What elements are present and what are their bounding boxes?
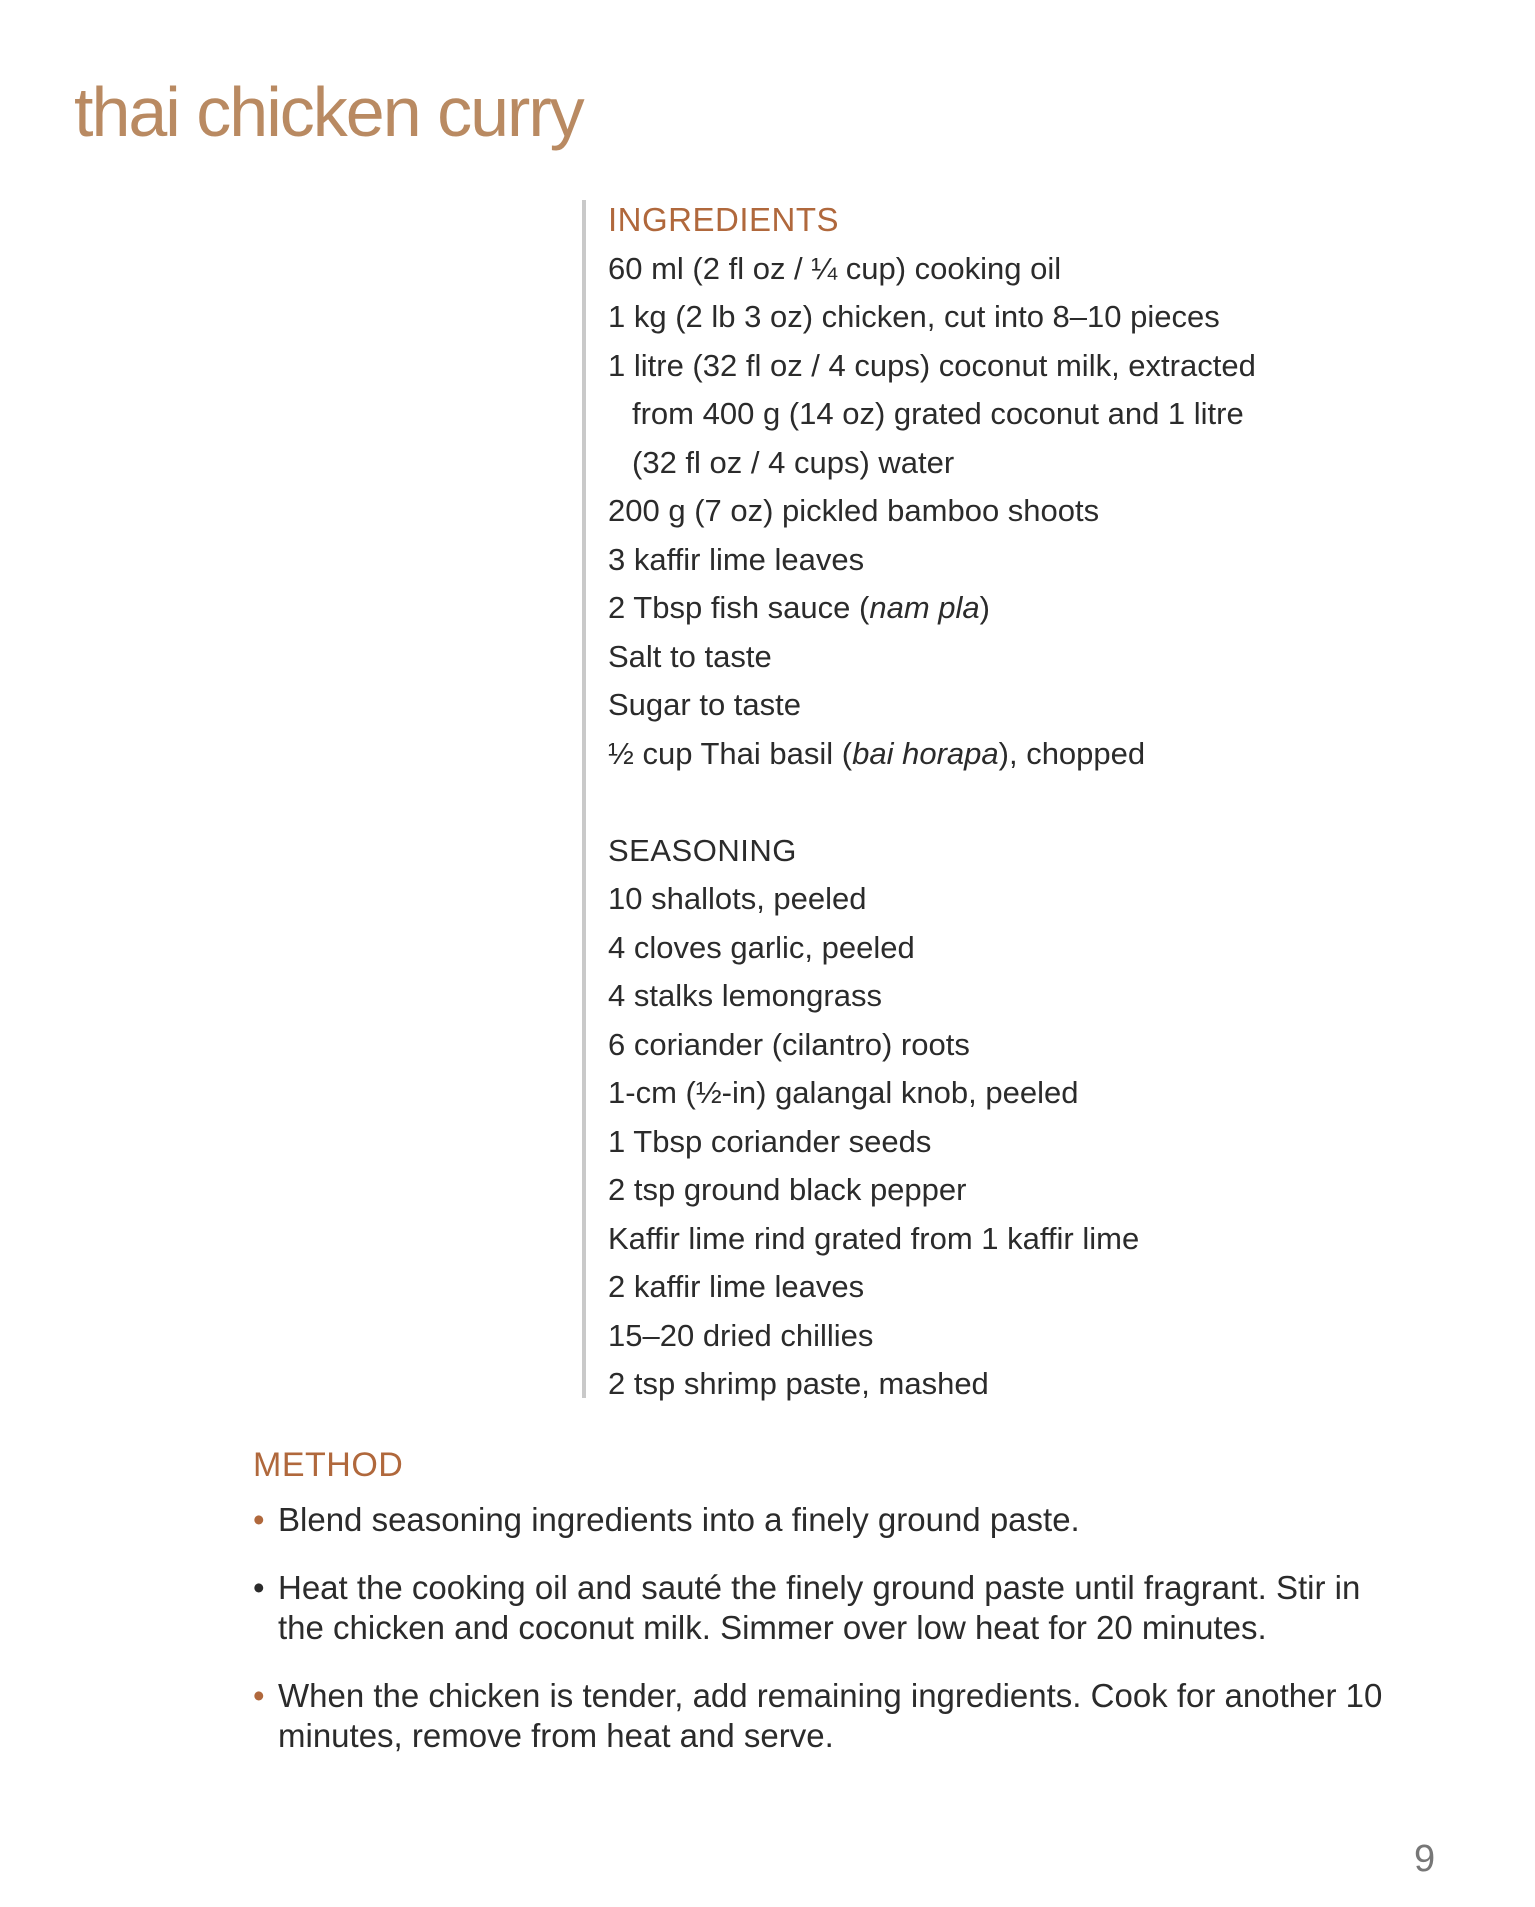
seasoning-item: 1 Tbsp coriander seeds — [608, 1123, 932, 1159]
seasoning-item: Kaffir lime rind grated from 1 kaffir lime — [608, 1220, 1140, 1256]
spacer — [608, 778, 1256, 827]
method-step — [253, 1676, 1403, 1756]
ingredients-heading: INGREDIENTS — [608, 201, 840, 238]
ingredient-item: 3 kaffir lime leaves — [608, 541, 865, 577]
page-title: thai chicken curry — [74, 73, 583, 151]
seasoning-item: 6 coriander (cilantro) roots — [608, 1026, 970, 1062]
seasoning-item: 10 shallots, peeled — [608, 881, 867, 916]
ingredient-item-continued: (32 fl oz / 4 cups) water — [632, 444, 955, 480]
method-step-text: Heat the cooking oil and sauté the finely ground paste until fragrant. Stir in the chicken and coconut milk. Simmer over low heat for 20 minutes. — [278, 1569, 1361, 1646]
seasoning-item: 2 tsp ground black pepper — [608, 1172, 967, 1207]
ingredient-item — [608, 730, 1256, 779]
method-step-text: When the chicken is tender, add remaining ingredients. Cook for another 10 minutes, remove from heat and serve. — [278, 1677, 1383, 1754]
seasoning-item: 2 tsp shrimp paste, mashed — [608, 1366, 989, 1401]
ingredient-text: 2 Tbsp fish sauce ( — [608, 590, 870, 625]
ingredient-item: 1 litre (32 fl oz / 4 cups) coconut milk, extracted — [608, 347, 1256, 383]
ingredient-thai-name: nam pla — [869, 590, 980, 625]
seasoning-list — [608, 875, 1256, 1409]
method-step — [253, 1500, 1403, 1540]
seasoning-item: 4 stalks lemongrass — [608, 978, 882, 1013]
seasoning-heading: SEASONING — [608, 832, 797, 868]
seasoning-item: 15–20 dried chillies — [608, 1317, 874, 1353]
ingredient-item: Salt to taste — [608, 638, 772, 674]
bullet-icon: • — [253, 1677, 265, 1714]
seasoning-item: 4 cloves garlic, peeled — [608, 929, 915, 965]
method-step — [253, 1568, 1403, 1648]
ingredient-text: ) — [979, 590, 990, 625]
bullet-icon: • — [253, 1569, 265, 1606]
column-divider — [582, 200, 586, 1398]
ingredients-section — [608, 196, 1256, 1409]
page-number: 9 — [1414, 1838, 1436, 1880]
bullet-icon: • — [253, 1501, 265, 1538]
seasoning-item: 2 kaffir lime leaves — [608, 1269, 865, 1304]
ingredient-text: ½ cup Thai basil ( — [608, 735, 853, 771]
seasoning-item: 1-cm (½-in) galangal knob, peeled — [608, 1075, 1079, 1110]
method-list — [253, 1500, 1403, 1784]
ingredient-item: 200 g (7 oz) pickled bamboo shoots — [608, 493, 1100, 528]
ingredient-text: ), chopped — [998, 735, 1146, 771]
ingredient-item: Sugar to taste — [608, 687, 802, 722]
ingredient-item — [608, 584, 1256, 633]
ingredient-thai-name: bai horapa — [852, 735, 999, 771]
ingredient-item: 60 ml (2 fl oz / ¼ cup) cooking oil — [608, 250, 1062, 286]
ingredient-item: 1 kg (2 lb 3 oz) chicken, cut into 8–10 pieces — [608, 299, 1220, 334]
ingredient-item-continued: from 400 g (14 oz) grated coconut and 1 litre — [632, 396, 1244, 431]
method-step-text: Blend seasoning ingredients into a finely ground paste. — [278, 1501, 1080, 1538]
method-heading: METHOD — [253, 1446, 404, 1484]
